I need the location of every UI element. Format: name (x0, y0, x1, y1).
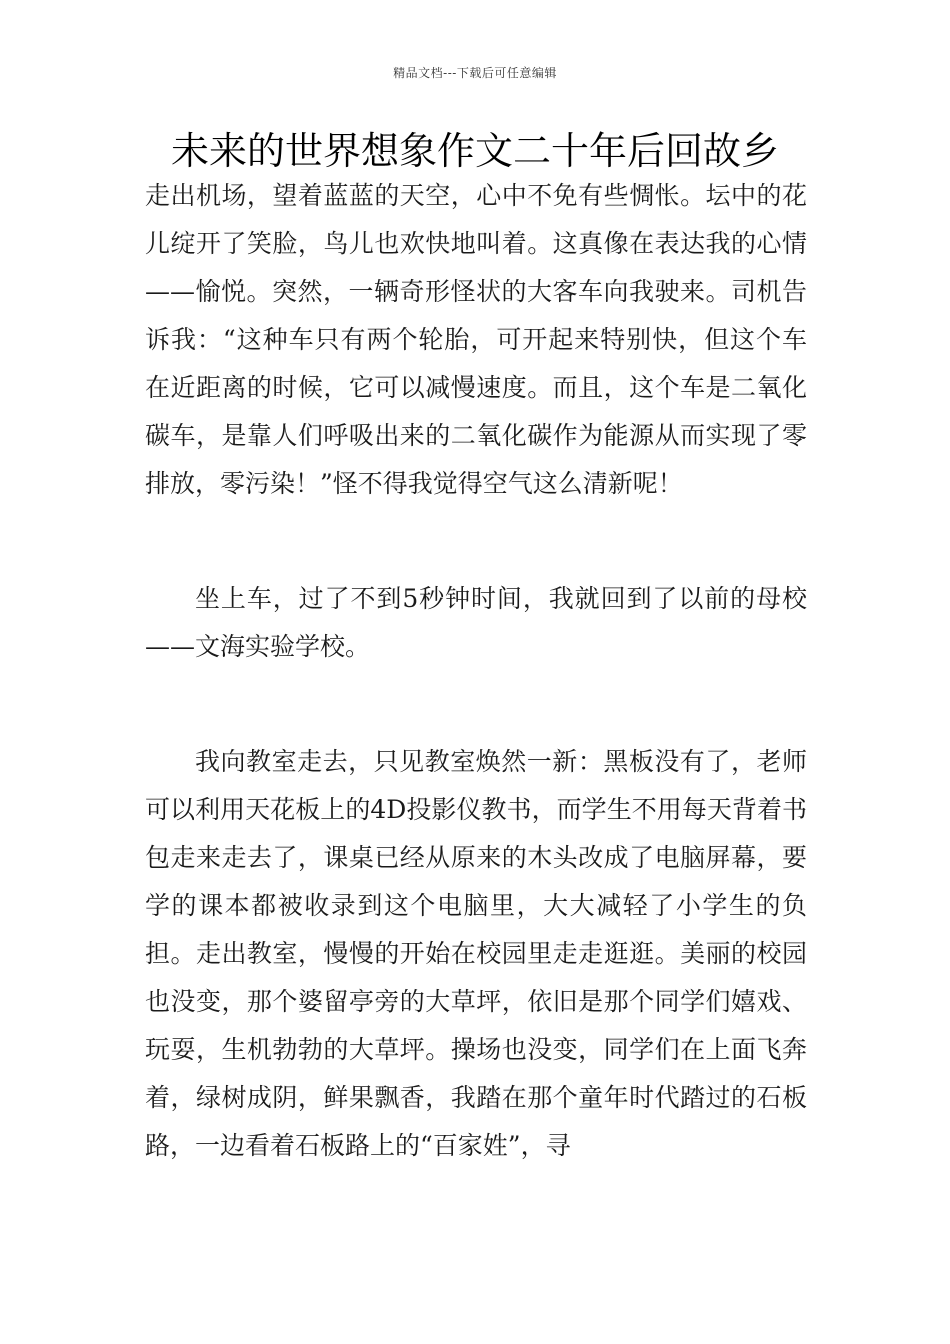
paragraph-1: 走出机场，望着蓝蓝的天空，心中不免有些惆怅。坛中的花儿绽开了笑脸，鸟儿也欢快地叫着。这真像在表达我的心情——愉悦。突然，一辆奇形怪状的大客车向我驶来。司机告诉我：“这种车只有两个轮胎，可开起来特别快，但这个车在近距离的时候，它可以减慢速度。而且，这个车是二氧化碳车，是靠人们呼吸出来的二氧化碳作为能源从而实现了零排放，零污染！”怪不得我觉得空气这么清新呢！ (145, 181, 807, 498)
paragraph-gap (145, 508, 807, 575)
page-title: 未来的世界想象作文二十年后回故乡 (170, 129, 779, 173)
paragraph-gap (145, 671, 807, 738)
header-note: 精品文档---下载后可任意编辑 (393, 66, 557, 80)
body-text (145, 172, 807, 1170)
paragraph-3: 我向教室走去，只见教室焕然一新：黑板没有了，老师可以利用天花板上的4D投影仪教书，而学生不用每天背着书包走来走去了，课桌已经从原来的木头改成了电脑屏幕，要学的课本都被收录到这个电脑里，大大减轻了小学生的负担。走出教室，慢慢的开始在校园里走走逛逛。美丽的校园也没变，那个婆留亭旁的大草坪，依旧是那个同学们嬉戏、玩耍，生机勃勃的大草坪。操场也没变，同学们在上面飞奔着，绿树成阴，鲜果飘香，我踏在那个童年时代踏过的石板路，一边看着石板路上的“百家姓”，寻 (145, 747, 807, 1160)
paragraph-2: 坐上车，过了不到5秒钟时间，我就回到了以前的母校——文海实验学校。 (145, 584, 807, 661)
